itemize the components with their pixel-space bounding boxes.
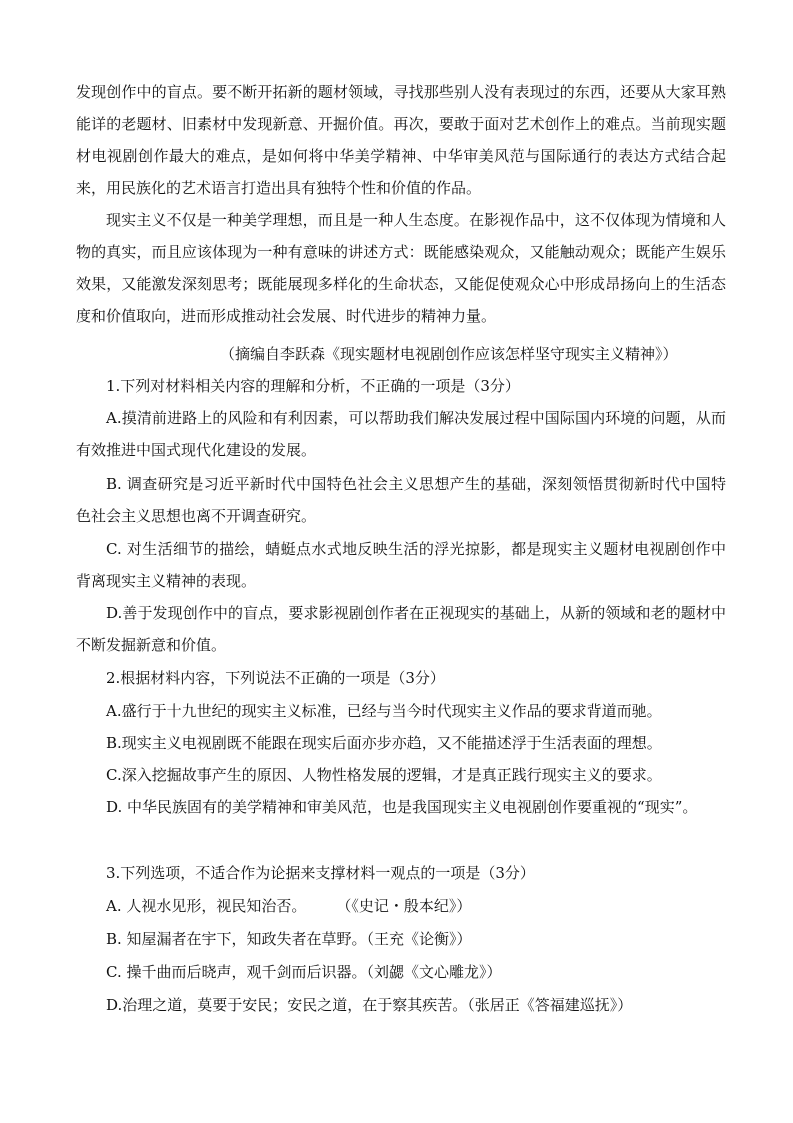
question-2-option-b: B.现实主义电视剧既不能跟在现实后面亦步亦趋，又不能描述浮于生活表面的理想。 — [106, 734, 662, 752]
question-1-option-c: C. 对生活细节的描绘，蜻蜓点水式地反映生活的浮光掠影，都是现实主义题材电视剧创作中背离现实主义精神的表现。 — [76, 540, 726, 590]
question-2-option-c: C.深入挖掘故事产生的原因、人物性格发展的逻辑，才是真正践行现实主义的要求。 — [106, 766, 662, 784]
question-3-option-b: B. 知屋漏者在宇下，知政失者在草野。（王充《论衡》） — [106, 930, 472, 948]
passage-source: （摘编自李跃森《现实题材电视剧创作应该怎样坚守现实主义精神》） — [220, 345, 678, 363]
question-3-option-d: D.治理之道，莫要于安民；安民之道，在于察其疾苦。（张居正《答福建巡抚》） — [106, 996, 633, 1014]
question-3-option-c: C. 操千曲而后晓声，观千剑而后识器。（刘勰《文心雕龙》） — [106, 963, 502, 981]
question-1-option-b: B. 调查研究是习近平新时代中国特色社会主义思想产生的基础，深刻领悟贯彻新时代中国特色社会主义思想也离不开调查研究。 — [76, 475, 726, 525]
passage-paragraph-1: 发现创作中的盲点。要不断开拓新的题材领域，寻找那些别人没有表现过的东西，还要从大家耳熟能详的老题材、旧素材中发现新意、开掘价值。再次，要敢于面对艺术创作上的难点。当前现实题材电视剧创作最大的难点，是如何将中华美学精神、中华审美风范与国际通行的表达方式结合起来，用民族化的艺术语言打造出具有独特个性和价值的作品。 — [76, 83, 726, 197]
question-2-option-d: D. 中华民族固有的美学精神和审美风范，也是我国现实主义电视剧创作要重视的“现实”。 — [106, 798, 698, 816]
question-3-option-a: A. 人视水见形，视民知治否。 （《史记・殷本纪》） — [106, 897, 472, 915]
question-2-option-a: A.盛行于十九世纪的现实主义标准，已经与当今时代现实主义作品的要求背道而驰。 — [106, 702, 662, 720]
question-3-stem: 3.下列选项，不适合作为论据来支撑材料一观点的一项是（3分） — [106, 864, 535, 882]
question-1-option-a: A.摸清前进路上的风险和有利因素，可以帮助我们解决发展过程中国际国内环境的问题，从而有效推进中国式现代化建设的发展。 — [76, 409, 726, 459]
passage-paragraph-2: 现实主义不仅是一种美学理想，而且是一种人生态度。在影视作品中，这不仅体现为情境和人物的真实，而且应该体现为一种有意味的讲述方式：既能感染观众，又能触动观众；既能产生娱乐效果，又能激发深刻思考；既能展现多样化的生命状态，又能促使观众心中形成昂扬向上的生活态度和价值取向，进而形成推动社会发展、时代进步的精神力量。 — [76, 211, 726, 325]
question-1-stem: 1.下列对材料相关内容的理解和分析，不正确的一项是（3分） — [106, 377, 520, 395]
question-2-stem: 2.根据材料内容，下列说法不正确的一项是（3分） — [106, 669, 445, 687]
question-1-option-d: D.善于发现创作中的盲点，要求影视剧创作者在正视现实的基础上，从新的领域和老的题材中不断发掘新意和价值。 — [76, 604, 726, 654]
